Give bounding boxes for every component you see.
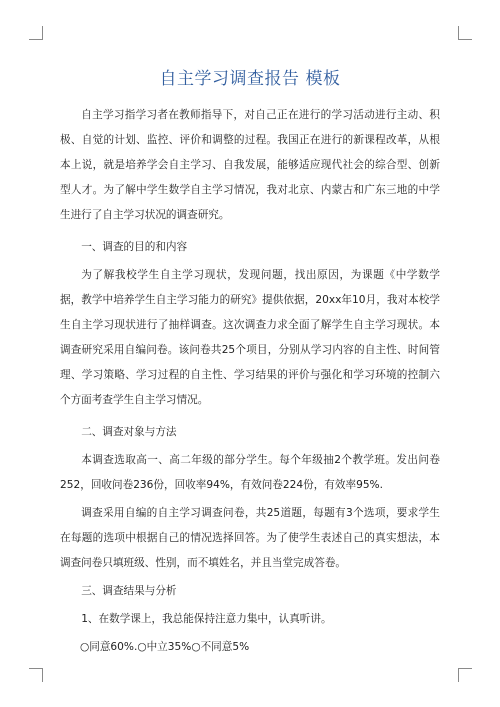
question-1-text: 1、在数学课上，我总能保持注意力集中，认真听讲。 [81, 613, 332, 625]
section-heading-results: 三、调查结果与分析 [81, 585, 177, 597]
intro-paragraph: 自主学习指学习者在教师指导下，对自己正在进行的学习活动进行主动、积极、自觉的计划、监控、评价和调整的过程。我国正在进行的新课程改革，从根本上说，就是培养学会自主学习、自我发展，能够适应现代社会的综合型、创新型人才。为了解中学生数学自主学习情况，我对北京、内蒙古和广东三地的中学生进行了自主学习状况的调查研究。 [60, 109, 440, 221]
crop-mark-top-left [29, 26, 43, 40]
section-purpose-paragraph: 为了解我校学生自主学习现状，发现问题，找出原因，为课题《中学数学据，教学中培养学生自主学习能力的研究》提供依据，20xx年10月，我对本校学生自主学习现状进行了抽样调查。这次调查力求全面了解学生自主学习现状。本调查研究采用自编问卷。该问卷共25个项目，分别从学习内容的自主性、时间管理、学习策略、学习过程的自主性、学习结果的评价与强化和学习环境的控制六个方面考查学生自主学习情况。 [60, 269, 440, 406]
section-heading-purpose: 一、调查的目的和内容 [81, 241, 188, 253]
crop-mark-bottom-right [458, 668, 472, 682]
document-body [60, 103, 440, 660]
section-heading-subjects: 二、调查对象与方法 [81, 426, 177, 438]
crop-mark-bottom-left [29, 668, 43, 682]
section-subjects-paragraph-2: 调查采用自编的自主学习调查问卷，共25道题，每题有3个选项，要求学生在每题的选项中根据自己的情况选择回答。为了使学生表述自己的真实想法，本调查问卷只填班级、性别，而不填姓名，并且当堂完成答卷。 [60, 507, 440, 569]
question-1-options: ○同意60%.○中立35%○不同意5% [80, 641, 250, 653]
crop-mark-top-right [458, 26, 472, 40]
document-title: 自主学习调查报告 模板 [159, 69, 341, 89]
section-subjects-paragraph-1: 本调查选取高一、高二年级的部分学生。每个年级抽2个教学班。发出问卷252，回收问卷236份，回收率94%，有效问卷224份，有效率95%. [60, 454, 440, 491]
